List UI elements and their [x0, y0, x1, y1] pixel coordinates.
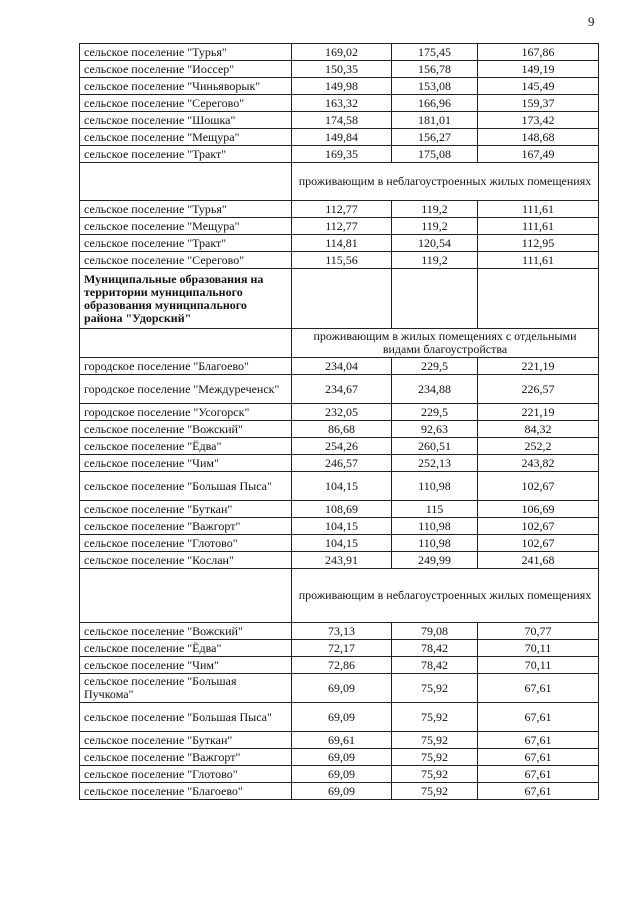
value-cell: 67,61 — [478, 674, 599, 703]
settlement-name: сельское поселение "Глотово" — [80, 535, 292, 552]
empty-cell — [392, 269, 478, 329]
value-cell: 102,67 — [478, 535, 599, 552]
value-cell: 102,67 — [478, 518, 599, 535]
value-cell: 166,96 — [392, 95, 478, 112]
table-row — [80, 501, 599, 518]
settlement-name: сельское поселение "Мещура" — [80, 218, 292, 235]
value-cell: 70,77 — [478, 623, 599, 640]
value-cell: 104,15 — [292, 518, 392, 535]
subheader-row — [80, 163, 599, 201]
table-row — [80, 438, 599, 455]
value-cell: 111,61 — [478, 252, 599, 269]
settlement-name: сельское поселение "Турья" — [80, 201, 292, 218]
settlement-name: сельское поселение "Чим" — [80, 657, 292, 674]
value-cell: 106,69 — [478, 501, 599, 518]
value-cell: 243,91 — [292, 552, 392, 569]
empty-cell — [80, 569, 292, 623]
value-cell: 112,77 — [292, 201, 392, 218]
settlement-name: сельское поселение "Шошка" — [80, 112, 292, 129]
settlement-name: сельское поселение "Вожский" — [80, 623, 292, 640]
subheader-text: проживающим в неблагоустроенных жилых помещениях — [292, 569, 599, 623]
value-cell: 229,5 — [392, 404, 478, 421]
table-row — [80, 358, 599, 375]
value-cell: 159,37 — [478, 95, 599, 112]
value-cell: 79,08 — [392, 623, 478, 640]
value-cell: 234,04 — [292, 358, 392, 375]
value-cell: 169,35 — [292, 146, 392, 163]
value-cell: 69,09 — [292, 703, 392, 732]
value-cell: 153,08 — [392, 78, 478, 95]
value-cell: 174,58 — [292, 112, 392, 129]
value-cell: 110,98 — [392, 472, 478, 501]
subheader-text: проживающим в жилых помещениях с отдельными видами благоустройства — [292, 329, 599, 358]
value-cell: 252,2 — [478, 438, 599, 455]
table-row — [80, 421, 599, 438]
value-cell: 234,88 — [392, 375, 478, 404]
value-cell: 104,15 — [292, 535, 392, 552]
table-row — [80, 95, 599, 112]
table-row — [80, 732, 599, 749]
value-cell: 69,09 — [292, 749, 392, 766]
settlement-name: сельское поселение "Важгорт" — [80, 518, 292, 535]
value-cell: 150,35 — [292, 61, 392, 78]
value-cell: 254,26 — [292, 438, 392, 455]
table-row — [80, 404, 599, 421]
table-row — [80, 78, 599, 95]
value-cell: 149,98 — [292, 78, 392, 95]
value-cell: 67,61 — [478, 783, 599, 800]
table-row — [80, 201, 599, 218]
value-cell: 114,81 — [292, 235, 392, 252]
section-heading: Муниципальные образования на территории муниципального образования муниципального района "Удорский" — [80, 269, 292, 329]
value-cell: 221,19 — [478, 358, 599, 375]
value-cell: 156,78 — [392, 61, 478, 78]
table-row — [80, 146, 599, 163]
value-cell: 260,51 — [392, 438, 478, 455]
value-cell: 75,92 — [392, 674, 478, 703]
value-cell: 119,2 — [392, 201, 478, 218]
value-cell: 69,61 — [292, 732, 392, 749]
value-cell: 75,92 — [392, 766, 478, 783]
subheader-text: проживающим в неблагоустроенных жилых помещениях — [292, 163, 599, 201]
value-cell: 72,17 — [292, 640, 392, 657]
table-row — [80, 640, 599, 657]
value-cell: 104,15 — [292, 472, 392, 501]
value-cell: 243,82 — [478, 455, 599, 472]
settlement-name: сельское поселение "Кослан" — [80, 552, 292, 569]
settlement-name: сельское поселение "Чиньяворык" — [80, 78, 292, 95]
value-cell: 84,32 — [478, 421, 599, 438]
value-cell: 115,56 — [292, 252, 392, 269]
value-cell: 112,95 — [478, 235, 599, 252]
value-cell: 75,92 — [392, 703, 478, 732]
table-row — [80, 472, 599, 501]
settlement-name: сельское поселение "Важгорт" — [80, 749, 292, 766]
table-row — [80, 766, 599, 783]
value-cell: 115 — [392, 501, 478, 518]
table-row — [80, 112, 599, 129]
table-row — [80, 783, 599, 800]
value-cell: 75,92 — [392, 783, 478, 800]
value-cell: 119,2 — [392, 218, 478, 235]
value-cell: 111,61 — [478, 201, 599, 218]
settlement-name: сельское поселение "Тракт" — [80, 146, 292, 163]
value-cell: 69,09 — [292, 766, 392, 783]
settlement-name: сельское поселение "Тракт" — [80, 235, 292, 252]
value-cell: 75,92 — [392, 732, 478, 749]
value-cell: 169,02 — [292, 44, 392, 61]
settlement-name: сельское поселение "Чим" — [80, 455, 292, 472]
table-row — [80, 623, 599, 640]
subheader-row — [80, 569, 599, 623]
tariff-table — [79, 43, 599, 800]
table-row — [80, 129, 599, 146]
value-cell: 163,32 — [292, 95, 392, 112]
value-cell: 156,27 — [392, 129, 478, 146]
value-cell: 67,61 — [478, 703, 599, 732]
table-row — [80, 674, 599, 703]
value-cell: 86,68 — [292, 421, 392, 438]
settlement-name: сельское поселение "Большая Пыса" — [80, 703, 292, 732]
settlement-name: сельское поселение "Благоево" — [80, 783, 292, 800]
empty-cell — [80, 329, 292, 358]
value-cell: 72,86 — [292, 657, 392, 674]
value-cell: 148,68 — [478, 129, 599, 146]
value-cell: 175,08 — [392, 146, 478, 163]
value-cell: 229,5 — [392, 358, 478, 375]
settlement-name: сельское поселение "Большая Пыса" — [80, 472, 292, 501]
value-cell: 167,86 — [478, 44, 599, 61]
value-cell: 246,57 — [292, 455, 392, 472]
value-cell: 167,49 — [478, 146, 599, 163]
table-row — [80, 518, 599, 535]
value-cell: 111,61 — [478, 218, 599, 235]
table-row — [80, 375, 599, 404]
empty-cell — [478, 269, 599, 329]
settlement-name: сельское поселение "Вожский" — [80, 421, 292, 438]
value-cell: 252,13 — [392, 455, 478, 472]
table-row — [80, 44, 599, 61]
value-cell: 149,84 — [292, 129, 392, 146]
subheader-row — [80, 329, 599, 358]
empty-cell — [80, 163, 292, 201]
table-row — [80, 455, 599, 472]
table-row — [80, 218, 599, 235]
settlement-name: сельское поселение "Буткан" — [80, 501, 292, 518]
settlement-name: сельское поселение "Мещура" — [80, 129, 292, 146]
value-cell: 221,19 — [478, 404, 599, 421]
value-cell: 69,09 — [292, 674, 392, 703]
empty-cell — [292, 269, 392, 329]
value-cell: 175,45 — [392, 44, 478, 61]
settlement-name: городское поселение "Междуреченск" — [80, 375, 292, 404]
value-cell: 110,98 — [392, 518, 478, 535]
value-cell: 241,68 — [478, 552, 599, 569]
table-row — [80, 749, 599, 766]
value-cell: 173,42 — [478, 112, 599, 129]
value-cell: 69,09 — [292, 783, 392, 800]
value-cell: 226,57 — [478, 375, 599, 404]
settlement-name: сельское поселение "Глотово" — [80, 766, 292, 783]
section-heading-row — [80, 269, 599, 329]
value-cell: 181,01 — [392, 112, 478, 129]
value-cell: 67,61 — [478, 766, 599, 783]
settlement-name: сельское поселение "Большая Пучкома" — [80, 674, 292, 703]
table-row — [80, 703, 599, 732]
page-number: 9 — [588, 14, 595, 29]
value-cell: 70,11 — [478, 657, 599, 674]
value-cell: 108,69 — [292, 501, 392, 518]
value-cell: 112,77 — [292, 218, 392, 235]
table-row — [80, 61, 599, 78]
table-row — [80, 535, 599, 552]
value-cell: 234,67 — [292, 375, 392, 404]
value-cell: 102,67 — [478, 472, 599, 501]
table-row — [80, 552, 599, 569]
settlement-name: городское поселение "Благоево" — [80, 358, 292, 375]
value-cell: 73,13 — [292, 623, 392, 640]
value-cell: 145,49 — [478, 78, 599, 95]
value-cell: 119,2 — [392, 252, 478, 269]
settlement-name: сельское поселение "Серегово" — [80, 252, 292, 269]
value-cell: 67,61 — [478, 732, 599, 749]
value-cell: 67,61 — [478, 749, 599, 766]
value-cell: 92,63 — [392, 421, 478, 438]
settlement-name: сельское поселение "Турья" — [80, 44, 292, 61]
table-row — [80, 657, 599, 674]
settlement-name: городское поселение "Усогорск" — [80, 404, 292, 421]
settlement-name: сельское поселение "Ёдва" — [80, 640, 292, 657]
value-cell: 75,92 — [392, 749, 478, 766]
value-cell: 249,99 — [392, 552, 478, 569]
value-cell: 232,05 — [292, 404, 392, 421]
settlement-name: сельское поселение "Ёдва" — [80, 438, 292, 455]
table-row — [80, 235, 599, 252]
value-cell: 120,54 — [392, 235, 478, 252]
settlement-name: сельское поселение "Иоссер" — [80, 61, 292, 78]
table-row — [80, 252, 599, 269]
settlement-name: сельское поселение "Буткан" — [80, 732, 292, 749]
value-cell: 78,42 — [392, 657, 478, 674]
settlement-name: сельское поселение "Серегово" — [80, 95, 292, 112]
value-cell: 110,98 — [392, 535, 478, 552]
value-cell: 78,42 — [392, 640, 478, 657]
value-cell: 70,11 — [478, 640, 599, 657]
value-cell: 149,19 — [478, 61, 599, 78]
